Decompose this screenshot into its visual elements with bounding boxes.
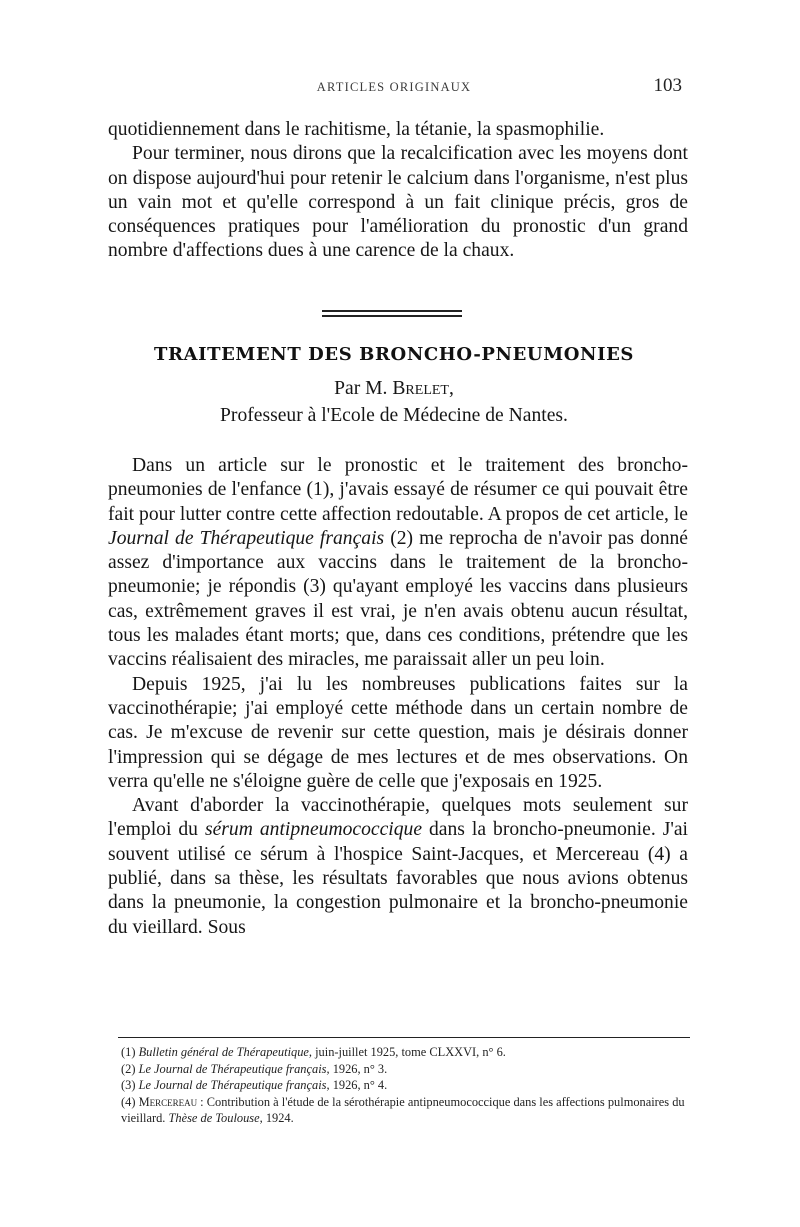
footnote-4-number: (4)	[121, 1094, 136, 1109]
footnote-3-title: Le Journal de Thérapeutique français,	[138, 1078, 330, 1093]
footnote-3-number: (3)	[121, 1078, 136, 1093]
footnotes	[118, 1044, 692, 1127]
body-paragraph-3	[108, 794, 688, 940]
body-paragraph-1	[108, 454, 688, 673]
footnote-1-title: Bulletin général de Thérapeutique,	[138, 1045, 312, 1059]
body-paragraph-2: Depuis 1925, j'ai lu les nombreuses publications faites sur la vaccinothérapie; j'ai employé cette méthode dans un certain nombre de cas. Je m'excuse de revenir sur cette question, mais je désirais donner l'impression qui se dégage de mes lectures et de mes observations. On verra qu'elle ne s'éloigne guère de celle que j'exposais en 1925.	[108, 673, 688, 792]
section-divider	[322, 310, 462, 317]
footnote-1-number: (1)	[121, 1045, 136, 1059]
footnote-3	[118, 1077, 692, 1094]
footnote-2	[118, 1061, 692, 1078]
body-p1-text-a: Dans un article sur le pronostic et le traitement des broncho-pneumonies de l'enfance (1), j'avais essayé de résumer ce qui pouvait être fait pour lutter contre cette affection redoutable. A propos de cet article, le	[108, 455, 688, 525]
article-body	[108, 454, 688, 940]
author-name: Brelet,	[392, 378, 454, 399]
page-number: 103	[653, 75, 682, 96]
footnote-2-title: Le Journal de Thérapeutique français,	[138, 1061, 330, 1076]
intro-paragraph-1: quotidiennement dans le rachitisme, la tétanie, la spasmophilie.	[108, 119, 605, 140]
footnote-4-these: Thèse de Toulouse,	[168, 1111, 263, 1126]
antipneumococcique-italic: antipneumococcique	[259, 819, 423, 841]
body-p3-text-a: Avant d'aborder la vaccinothérapie, quelques mots seulement sur l'emploi du	[108, 795, 688, 841]
footnote-separator	[118, 1037, 690, 1038]
footnote-2-number: (2)	[121, 1061, 136, 1076]
body-p3-text-b: dans la broncho-pneumonie. J'ai souvent utilisé ce sérum à l'hospice Saint-Jacques, et Mercereau (4) a publié, dans sa thèse, les résultats favorables que nous avions obtenus dans la pneumonie, la congestion pulmonaire et la broncho-pneumonie du vieillard. Sous	[108, 819, 689, 938]
body-p1-text-b: (2) me reprocha de n'avoir pas donné assez d'importance aux vaccins dans le traitement de la broncho-pneumonie; je répondis (3) qu'ayant employé les vaccins dans plusieurs cas, extrêmement graves il est vrai, je n'en avais obtenu aucun résultat, tous les malades étant morts; que, dans ces conditions, prétendre que les vaccins réalisaient des miracles, me paraissait aller un peu loin.	[108, 527, 689, 671]
footnote-1-details: juin-juillet 1925, tome CLXXVI, n° 6.	[315, 1045, 506, 1059]
byline-prefix: Par M.	[334, 378, 388, 399]
article-title: TRAITEMENT DES BRONCHO-PNEUMONIES	[153, 344, 635, 365]
serum-italic: sérum	[204, 819, 253, 841]
footnote-2-details: 1926, n° 3.	[332, 1061, 388, 1076]
footnote-4-text: Contribution à l'étude de la sérothérapie antipneumococcique dans les affections pulmonaires du vieillard.	[121, 1094, 685, 1126]
running-header	[108, 75, 682, 100]
intro-paragraph-2: Pour terminer, nous dirons que la recalcification avec les moyens dont on dispose aujourd'hui pour retenir le calcium dans l'organisme, n'est plus un vain mot et qu'elle correspond à un fait clinique précis, gros de conséquences pratiques pour l'amélioration du pronostic d'un grand nombre d'affections dues à une carence de la chaux.	[108, 143, 688, 262]
footnote-4	[118, 1094, 692, 1127]
footnote-3-details: 1926, n° 4.	[332, 1078, 388, 1093]
author-affiliation: Professeur à l'Ecole de Médecine de Nantes.	[220, 405, 568, 426]
footnote-4-author: Mercereau :	[138, 1094, 204, 1109]
journal-title-italic: Journal de Thérapeutique français	[108, 527, 385, 549]
footnote-1	[118, 1044, 692, 1061]
intro-text	[108, 118, 688, 264]
running-title: ARTICLES ORIGINAUX	[316, 80, 472, 94]
byline	[108, 378, 680, 400]
footnote-4-year: 1924.	[265, 1111, 294, 1126]
